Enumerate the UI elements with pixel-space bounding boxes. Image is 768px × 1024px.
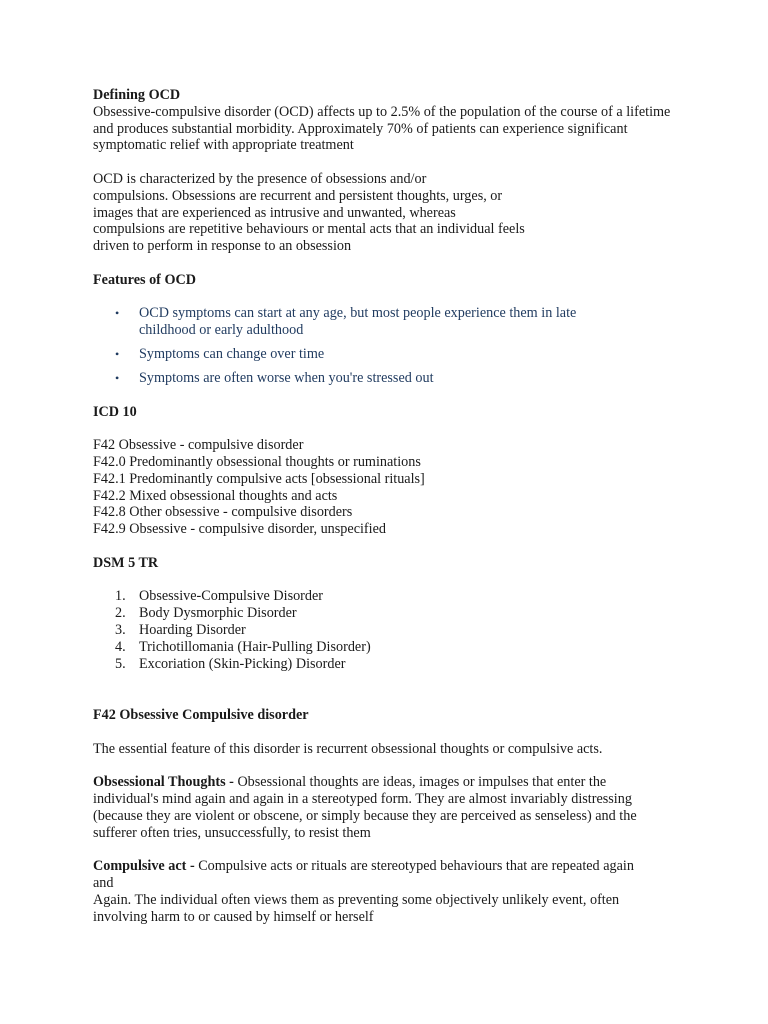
icd10-heading: ICD 10 [93, 403, 137, 420]
list-item [93, 305, 629, 339]
paragraph-line: compulsions. Obsessions are recurrent and persistent thoughts, urges, or [93, 187, 503, 204]
paragraph-line: OCD is characterized by the presence of obsessions and/or [93, 170, 427, 187]
list-number: 2. [115, 605, 126, 622]
defining-ocd-heading: Defining OCD [93, 87, 181, 103]
compulsive-act-continuation: Again. The individual often views them as preventing some objectively unlikely event, often involving harm to or caused by himself or herself [93, 892, 620, 925]
compulsive-act-label: Compulsive act - [93, 858, 195, 875]
list-number: 4. [115, 638, 126, 655]
icd-code-line: F42.0 Predominantly obsessional thoughts or ruminations [93, 453, 421, 470]
list-number: 3. [115, 621, 126, 638]
dsm5tr-heading: DSM 5 TR [93, 554, 159, 571]
list-item [93, 346, 629, 363]
list-item [93, 370, 629, 387]
list-number: 1. [115, 588, 126, 605]
list-item-text: Hoarding Disorder [139, 621, 246, 638]
compulsive-act-text: Compulsive acts or rituals are stereotyped behaviours that are repeated again and [93, 858, 634, 892]
list-item-text: Body Dysmorphic Disorder [139, 605, 297, 622]
list-number: 5. [115, 655, 126, 672]
icd-code-line: F42.9 Obsessive - compulsive disorder, unspecified [93, 521, 386, 538]
features-heading: Features of OCD [93, 271, 196, 288]
obsessional-thoughts-label: Obsessional Thoughts - [93, 774, 234, 791]
list-item-text: Symptoms are often worse when you're stressed out [139, 369, 434, 386]
paragraph-line: compulsions are repetitive behaviours or mental acts that an individual feels [93, 221, 525, 238]
list-item-text: Excoriation (Skin-Picking) Disorder [139, 655, 346, 672]
icd-code-line: F42.8 Other obsessive - compulsive disorders [93, 504, 353, 521]
list-item [93, 639, 693, 656]
compulsive-act-paragraph [93, 858, 653, 892]
icd-code-line: F42.2 Mixed obsessional thoughts and acts [93, 487, 338, 504]
document-body [93, 87, 693, 926]
icd-code-line: F42 Obsessive - compulsive disorder [93, 437, 304, 454]
bullet-icon: • [115, 370, 120, 385]
paragraph-line: images that are experienced as intrusive and unwanted, whereas [93, 204, 456, 221]
paragraph-line: driven to perform in response to an obsession [93, 238, 352, 255]
list-item-text: Trichotillomania (Hair-Pulling Disorder) [139, 638, 371, 655]
list-item-text: OCD symptoms can start at any age, but most people experience them in late childhood or early adulthood [139, 305, 577, 339]
defining-ocd-paragraph: Obsessive-compulsive disorder (OCD) affects up to 2.5% of the population of the course of a lifetime and produces substantial morbidity. Approximately 70% of patients can experience significant symptomatic relief with appropriate treatment [93, 103, 671, 154]
list-item [93, 588, 693, 605]
list-item-text: Symptoms can change over time [139, 345, 325, 362]
list-item [93, 656, 693, 673]
dsm5tr-list [93, 588, 693, 672]
bullet-icon: • [115, 306, 120, 321]
list-item [93, 622, 693, 639]
icd-code-line: F42.1 Predominantly compulsive acts [obsessional rituals] [93, 470, 425, 487]
obsessional-thoughts-text: Obsessional thoughts are ideas, images or impulses that enter the individual's mind again and again in a stereotyped form. They are almost invariably distressing (because they are violent or obscene, or simply because they are perceived as senseless) and the sufferer often tries, unsuccessfully, to resist them [93, 774, 637, 841]
f42-intro-paragraph: The essential feature of this disorder is recurrent obsessional thoughts or compulsive acts. [93, 740, 603, 757]
bullet-icon: • [115, 346, 120, 361]
features-list [93, 305, 693, 386]
obsessional-thoughts-paragraph [93, 774, 663, 841]
list-item-text: Obsessive-Compulsive Disorder [139, 588, 324, 605]
f42-heading: F42 Obsessive Compulsive disorder [93, 707, 309, 724]
list-item [93, 605, 693, 622]
ocd-characterization-paragraph [93, 171, 573, 255]
icd10-code-list [93, 437, 693, 538]
